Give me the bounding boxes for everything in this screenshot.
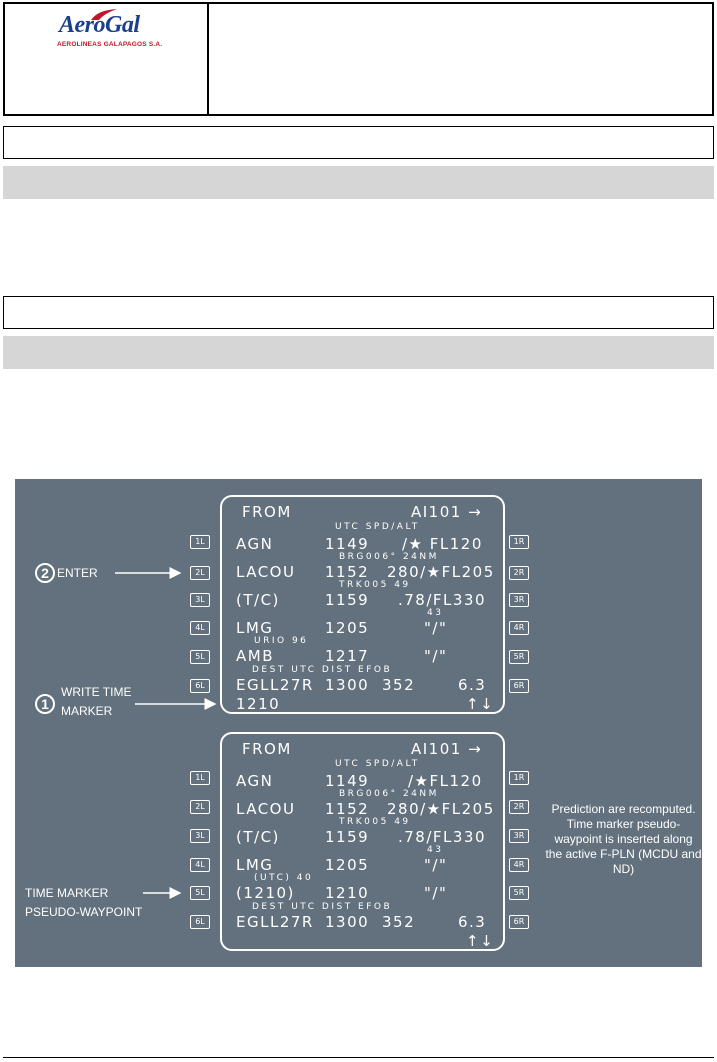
dest-utc: 1300 xyxy=(325,913,370,931)
time-marker-waypoint: (1210) xyxy=(236,884,295,902)
waypoint-name: AMB xyxy=(236,647,274,665)
document-header xyxy=(3,2,714,116)
column-header: UTC SPD/ALT xyxy=(335,759,420,769)
time-marker-callout: TIME MARKER xyxy=(25,886,109,900)
company-logo xyxy=(45,12,175,52)
waypoint-utc: 1152 xyxy=(325,563,370,581)
page-title: FROM xyxy=(242,503,292,521)
waypoint-utc: 1159 xyxy=(325,591,370,609)
lsk-2l-bottom[interactable]: 2L xyxy=(190,800,210,814)
write-time-marker-callout: WRITE TIME xyxy=(61,685,132,699)
waypoint-spd-alt: "/" xyxy=(424,619,448,637)
section-heading-bar xyxy=(3,166,714,199)
lsk-2l-top[interactable]: 2L xyxy=(190,566,210,580)
waypoint-name: AGN xyxy=(236,535,274,553)
lsk-3r-top[interactable]: 3R xyxy=(509,593,529,607)
waypoint-spd-alt: 280/★FL205 xyxy=(387,800,495,818)
lsk-4r-top[interactable]: 4R xyxy=(509,621,529,635)
lsk-2r-top[interactable]: 2R xyxy=(509,566,529,580)
lsk-6r-bottom[interactable]: 6R xyxy=(509,915,529,929)
dest-header: DEST UTC DIST EFOB xyxy=(252,665,393,675)
waypoint-utc: 1205 xyxy=(325,619,370,637)
scroll-arrows-icon: ↑↓ xyxy=(466,695,495,713)
lsk-1r-top[interactable]: 1R xyxy=(509,535,529,549)
logo-subtitle: AEROLINEAS GALAPAGOS S.A. xyxy=(57,41,163,48)
lsk-1r-bottom[interactable]: 1R xyxy=(509,771,529,785)
lsk-6l-bottom[interactable]: 6L xyxy=(190,915,210,929)
dest-efob: 6.3 xyxy=(458,676,487,694)
footer-rule xyxy=(3,1057,714,1058)
lsk-4l-top[interactable]: 4L xyxy=(190,621,210,635)
lsk-2r-bottom[interactable]: 2R xyxy=(509,800,529,814)
leg-info: (UTC) 40 xyxy=(254,873,314,883)
pseudo-waypoint-callout: PSEUDO-WAYPOINT xyxy=(25,905,143,919)
waypoint-name: (T/C) xyxy=(236,591,280,609)
flight-number: AI101 → xyxy=(411,740,483,758)
column-header: UTC SPD/ALT xyxy=(335,522,420,532)
scratchpad: 1210 xyxy=(236,695,281,713)
prediction-note: Prediction are recomputed. Time marker pseudo-waypoint is inserted along the active F-PLN (MCDU and ND) xyxy=(545,802,702,876)
lsk-4r-bottom[interactable]: 4R xyxy=(509,858,529,872)
leg-info: BRG006° 24NM xyxy=(339,789,439,799)
section-title-box xyxy=(3,296,714,329)
leg-info: TRK005 49 xyxy=(339,817,411,827)
lsk-5r-bottom[interactable]: 5R xyxy=(509,886,529,900)
waypoint-utc: 1217 xyxy=(325,647,370,665)
dest-utc: 1300 xyxy=(325,676,370,694)
section-title-box xyxy=(3,126,714,159)
waypoint-spd-alt: "/" xyxy=(424,856,448,874)
waypoint-spd-alt: .78/FL330 xyxy=(398,828,487,846)
leg-info: 43 xyxy=(427,608,444,618)
waypoint-name: LACOU xyxy=(236,800,296,818)
waypoint-utc: 1149 xyxy=(325,772,370,790)
mcdu-figure xyxy=(15,479,702,967)
dest-distance: 352 xyxy=(382,676,416,694)
destination: EGLL27R xyxy=(236,913,314,931)
enter-callout: ENTER xyxy=(57,566,98,580)
waypoint-utc: 1205 xyxy=(325,856,370,874)
mcdu-screen-top xyxy=(220,495,505,714)
lsk-3l-bottom[interactable]: 3L xyxy=(190,829,210,843)
write-time-marker-callout-line2: MARKER xyxy=(61,704,113,718)
step-2-badge: 2 xyxy=(35,563,55,583)
lsk-4l-bottom[interactable]: 4L xyxy=(190,858,210,872)
waypoint-utc: 1159 xyxy=(325,828,370,846)
logo-wordmark: AeroGal xyxy=(59,12,140,38)
lsk-3r-bottom[interactable]: 3R xyxy=(509,829,529,843)
leg-info: 43 xyxy=(427,845,444,855)
leg-info: TRK005 49 xyxy=(339,580,411,590)
step-1-badge: 1 xyxy=(35,694,55,714)
section-heading-bar xyxy=(3,336,714,369)
flight-number: AI101 → xyxy=(411,503,483,521)
header-divider xyxy=(207,4,209,114)
waypoint-utc: 1149 xyxy=(325,535,370,553)
leg-info: URIO 96 xyxy=(254,636,309,646)
lsk-6l-top[interactable]: 6L xyxy=(190,679,210,693)
waypoint-spd-alt: "/" xyxy=(424,884,448,902)
waypoint-name: LACOU xyxy=(236,563,296,581)
dest-header: DEST UTC DIST EFOB xyxy=(252,902,393,912)
waypoint-utc: 1210 xyxy=(325,884,370,902)
lsk-1l-top[interactable]: 1L xyxy=(190,535,210,549)
lsk-5l-bottom[interactable]: 5L xyxy=(190,886,210,900)
waypoint-name: AGN xyxy=(236,772,274,790)
waypoint-name: LMG xyxy=(236,856,274,874)
leg-info: BRG006° 24NM xyxy=(339,552,439,562)
mcdu-screen-bottom xyxy=(220,732,505,951)
destination: EGLL27R xyxy=(236,676,314,694)
lsk-3l-top[interactable]: 3L xyxy=(190,593,210,607)
waypoint-name: (T/C) xyxy=(236,828,280,846)
dest-distance: 352 xyxy=(382,913,416,931)
lsk-1l-bottom[interactable]: 1L xyxy=(190,771,210,785)
waypoint-name: LMG xyxy=(236,619,274,637)
waypoint-spd-alt: .78/FL330 xyxy=(398,591,487,609)
scroll-arrows-icon: ↑↓ xyxy=(466,932,495,950)
waypoint-spd-alt: /★FL120 xyxy=(408,772,483,790)
waypoint-utc: 1152 xyxy=(325,800,370,818)
lsk-6r-top[interactable]: 6R xyxy=(509,679,529,693)
waypoint-spd-alt: "/" xyxy=(424,647,448,665)
waypoint-spd-alt: 280/★FL205 xyxy=(387,563,495,581)
lsk-5l-top[interactable]: 5L xyxy=(190,650,210,664)
dest-efob: 6.3 xyxy=(458,913,487,931)
page-title: FROM xyxy=(242,740,292,758)
waypoint-spd-alt: /★ FL120 xyxy=(402,535,483,553)
lsk-5r-top[interactable]: 5R xyxy=(509,650,529,664)
